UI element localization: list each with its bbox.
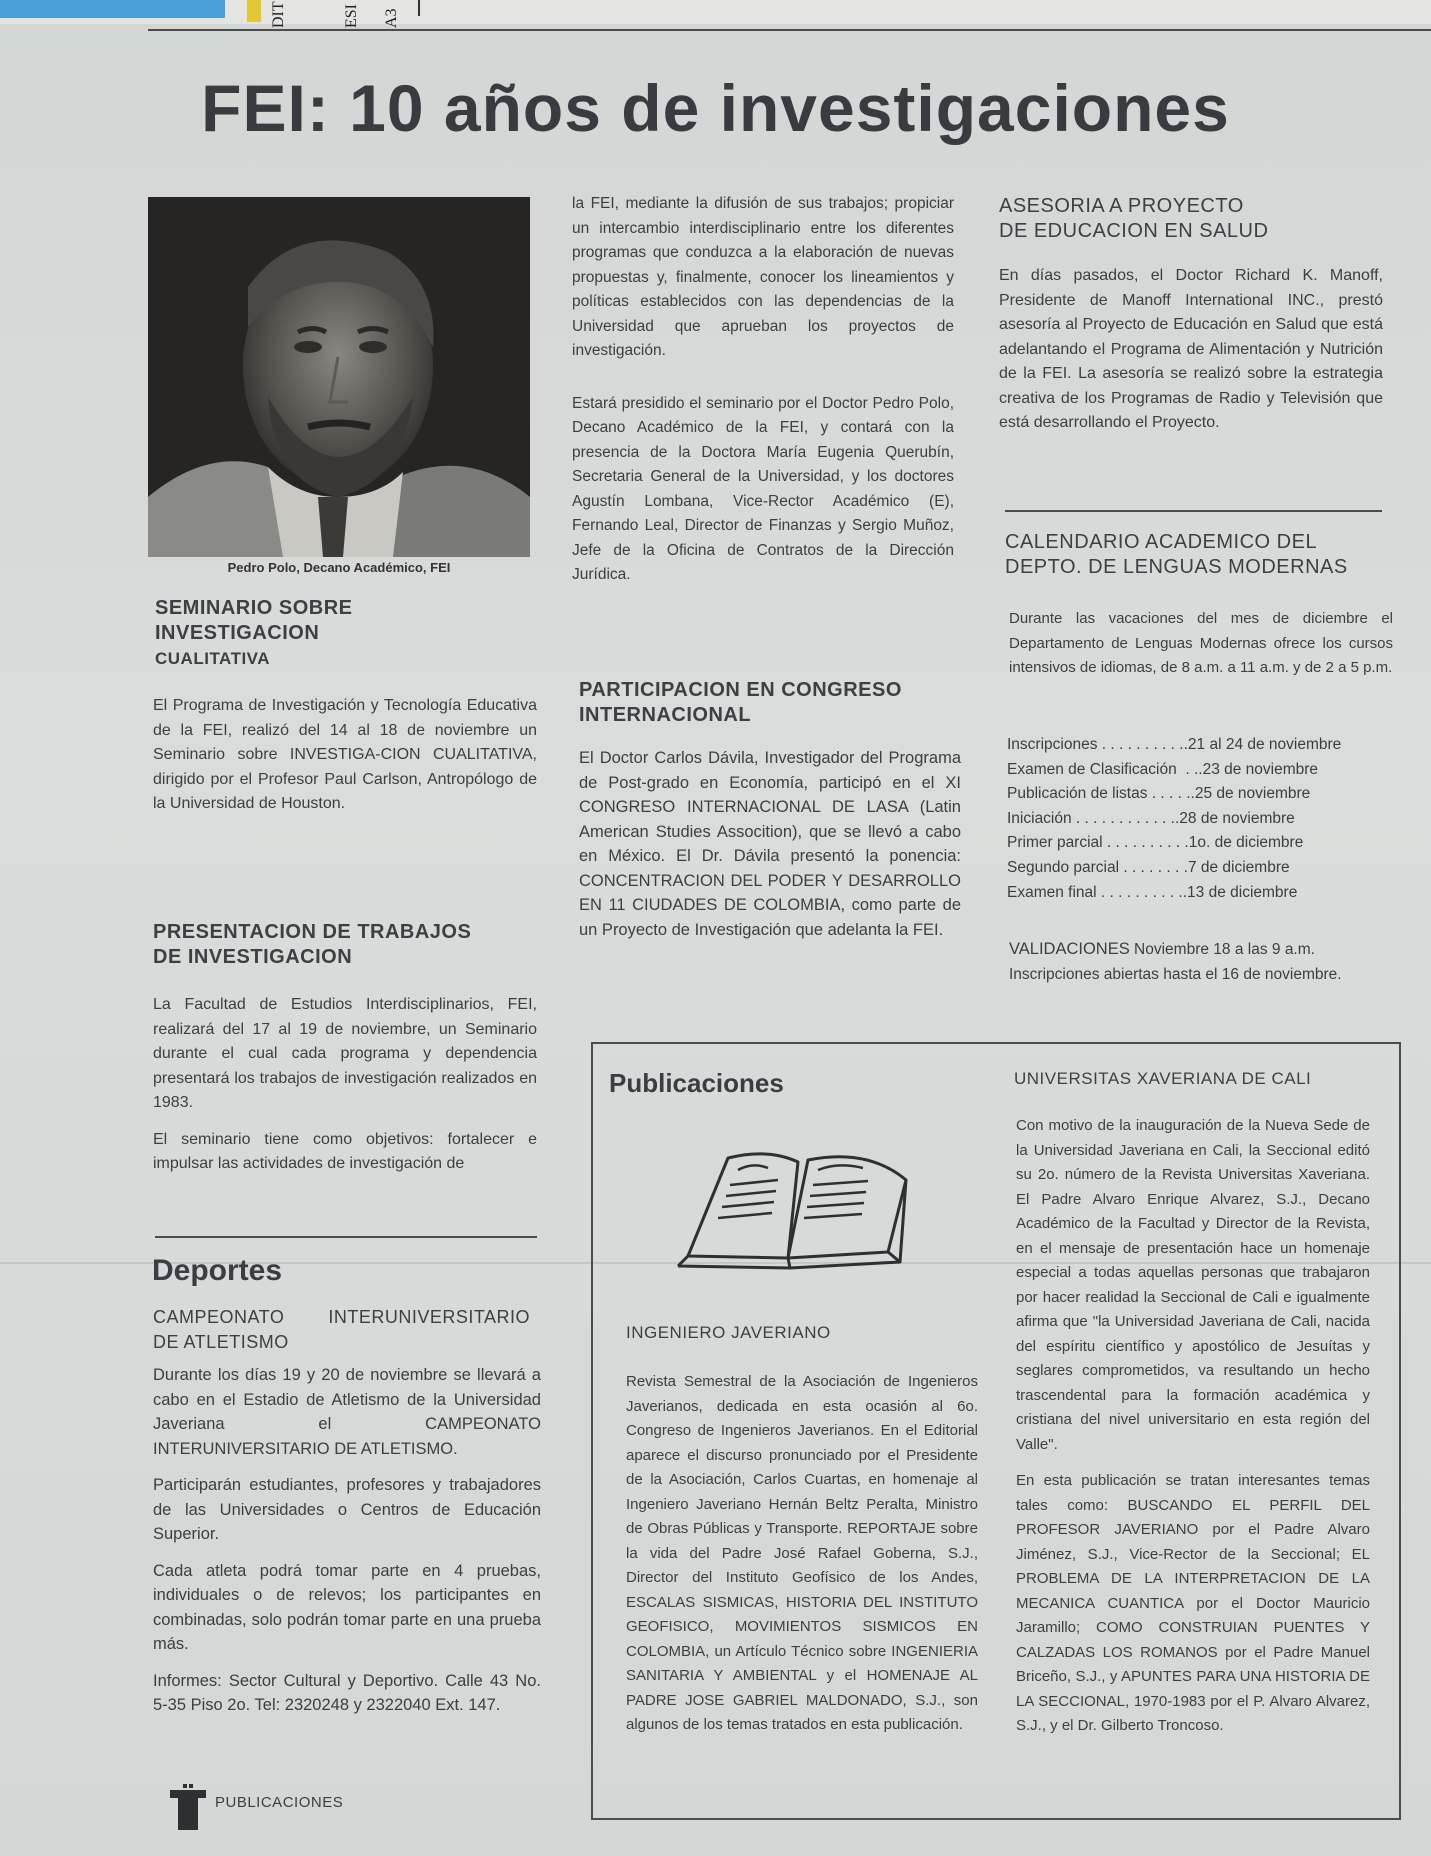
atletismo-heading-line1: CAMPEONATO INTERUNIVERSITARIO — [153, 1307, 531, 1327]
deportes-p2: Participarán estudiantes, profesores y trabajadores de las Universidades o Centros de Educación Superior. — [153, 1476, 541, 1543]
seminario-heading-line3: CUALITATIVA — [155, 649, 271, 668]
calendario-intro: Durante las vacaciones del mes de diciembre el Departamento de Lenguas Modernas ofrece los cursos intensivos de idiomas, de 8 a.m. a 11 a.m. y de 2 a 5 p.m. — [1009, 610, 1393, 676]
calendario-heading — [1005, 530, 1395, 580]
asesoria-body: En días pasados, el Doctor Richard K. Manoff, Presidente de Manoff International INC., prestó asesoría al Proyecto de Educación en Salud que está adelantando el Programa de Alimentación y Nutrición de la FEI. La asesoría se realizó sobre la estrategia creativa de los Programas de Radio y Televisión que está desarrollando el Proyecto. — [999, 267, 1383, 431]
calendario-row-label: Examen final . . . . . . . . . . — [1007, 883, 1183, 901]
calendario-heading-line1: CALENDARIO ACADEMICO DEL — [1005, 531, 1318, 553]
photo-caption: Pedro Polo, Decano Académico, FEI — [227, 560, 451, 575]
universitas-p1: Con motivo de la inauguración de la Nueva Sede de la Universidad Javeriana en Cali, la Seccional editó su 2o. número de la Revista Universitas Xaveriana. El Padre Alvaro Enrique Alvarez, S.J., Decano Académico de la Facultad y Director de la Revista, en el mensaje de presentación hace un homenaje especial a todas aquellas personas que trabajaron por hacer realidad la Seccional de Cali e igualmente afirma que "la Universidad Javeriana de Cali, nacida del espíritu científico y apostólico de Jesuítas y seglares comprometidos, va resultando un hecho trascendental para la formación académica y cristiana del nivel universitario en esta región del Valle". — [1016, 1117, 1370, 1453]
congreso-heading-line1 — [579, 678, 961, 703]
publicaciones-logo-icon — [170, 1784, 206, 1830]
calendario-row-label: Examen de Clasificación . . — [1007, 760, 1199, 778]
middle-p1: la FEI, mediante la difusión de sus trabajos; propiciar un intercambio interdisciplinario entre los diferentes programas que conduzca a la elaboración de nuevas propuestas y, finalmente, conocer los lineamientos y políticas establecidos con las dependencias de la Universidad que aprueban los proyectos de investigación. — [572, 195, 954, 359]
seminario-heading-line1: SEMINARIO SOBRE — [155, 597, 353, 619]
ingeniero-heading: INGENIERO JAVERIANO — [626, 1323, 831, 1342]
edge-fragment-3: A3 — [383, 8, 400, 28]
presentacion-heading-line2: DE INVESTIGACION — [153, 946, 353, 968]
universitas-heading: UNIVERSITAS XAVERIANA DE CALI — [1014, 1069, 1312, 1088]
calendario-row-value: 1o. de diciembre — [1188, 834, 1304, 852]
deportes-p1: Durante los días 19 y 20 de noviembre se llevará a cabo en el Estadio de Atletismo de la Universidad Javeriana el CAMPEONATO INTERUNIVERSITARIO DE ATLETISMO. — [153, 1366, 541, 1458]
universitas-article — [1016, 1114, 1370, 1751]
seminario-heading — [155, 596, 515, 671]
calendario-row — [1007, 881, 1397, 906]
calendario-heading-line2: DEPTO. DE LENGUAS MODERNAS — [1005, 556, 1348, 578]
congreso-heading-line2: INTERNACIONAL — [579, 704, 752, 726]
top-rule — [148, 29, 1431, 31]
asesoria-heading-line1: ASESORIA A PROYECTO — [999, 195, 1244, 217]
calendario-row-value: .23 de noviembre — [1198, 760, 1319, 778]
calendario-row-label: Primer parcial . . . . . . . . . . — [1007, 834, 1189, 852]
calendario-row — [1007, 733, 1397, 758]
yellow-edge-band — [247, 0, 261, 22]
seminario-heading-line2: INVESTIGACION — [155, 622, 320, 644]
validaciones-block — [1009, 937, 1393, 987]
congreso-article — [579, 746, 961, 954]
footer-label: PUBLICACIONES — [215, 1794, 344, 1811]
calendario-row-value: .21 al 24 de noviembre — [1183, 736, 1342, 753]
calendario-row — [1007, 831, 1397, 856]
congreso-heading — [579, 678, 961, 728]
congreso-body: El Doctor Carlos Dávila, Investigador del Programa de Post-grado en Economía, participó en el XI CONGRESO INTERNACIONAL DE LASA (Latin American Studies Assocition), que se llevó a cabo en México. El Dr. Dávila presentó la ponencia: CONCENTRACION DEL PODER Y DESARROLLO EN 11 CIUDADES DE COLOMBIA, como parte de un Proyecto de Investigación que adelanta la FEI. — [579, 749, 961, 939]
calendario-row-label: Publicación de listas . . . . . — [1007, 785, 1191, 803]
calendario-row-label: Iniciación . . . . . . . . . . . . — [1007, 809, 1175, 827]
edge-fragment-1: DIT — [270, 1, 287, 28]
portrait-photo — [148, 197, 530, 557]
middle-p2: Estará presidido el seminario por el Doctor Pedro Polo, Decano Académico de la FEI, y contará con la presencia de la Doctora María Eugenia Querubín, Secretaria General de la Universidad, y los doctores Agustín Lombana, Vice-Rector Académico (E), Fernando Leal, Director de Finanzas y Sergio Muñoz, Jefe de la Oficina de Contratos de la Dirección Jurídica. — [572, 394, 954, 583]
presentacion-article — [153, 993, 537, 1189]
presentacion-p1: La Facultad de Estudios Interdisciplinarios, FEI, realizará del 17 al 19 de noviembre, un Seminario durante el cual cada programa y dependencia presentará los trabajos de investigación realizados en 1983. — [153, 996, 537, 1111]
calendario-row-label: Segundo parcial . . . . . . . . — [1007, 858, 1188, 876]
calendario-row — [1007, 782, 1397, 807]
calendario-row-label: Inscripciones . . . . . . . . . . — [1007, 736, 1184, 753]
validaciones-line — [1009, 937, 1393, 963]
edge-fragment-2: ESI — [343, 4, 360, 28]
presentacion-p2: El seminario tiene como objetivos: fortalecer e impulsar las actividades de investigación de — [153, 1130, 537, 1172]
congreso-heading-text: PARTICIPACION EN CONGRESO — [579, 679, 902, 701]
presentacion-heading-line1: PRESENTACION DE TRABAJOS — [153, 921, 472, 943]
deportes-article — [153, 1363, 541, 1730]
publicaciones-section-title: Publicaciones — [609, 1068, 784, 1098]
deportes-p3: Cada atleta podrá tomar parte en 4 pruebas, individuales o de relevos; los participantes en combinadas, solo podrán tomar parte en una prueba más. — [153, 1561, 541, 1653]
calendario-row — [1007, 807, 1397, 832]
headline: FEI: 10 años de investigaciones — [201, 71, 1230, 145]
calendario-row-value: 7 de diciembre — [1187, 858, 1290, 876]
calendario-table — [1007, 733, 1397, 905]
asesoria-heading — [999, 194, 1389, 244]
ingeniero-article: Revista Semestral de la Asociación de Ingenieros Javerianos, dedicada en esta ocasión al 6o. Congreso de Ingenieros Javerianos. En el Editorial aparece el discurso pronunciado por el Presidente de la Asociación, Carlos Cuartas, en homenaje al Ingeniero Javeriano Hernán Beltz Peralta, Ministro de Obras Públicas y Transporte. REPORTAJE sobre la vida del Padre José Rafael Goberna, S.J., Director del Instituto Geofísico de los Andes, ESCALAS SISMICAS, HISTORIA DEL INSTITUTO GEOFISICO, MOVIMIENTOS SISMICOS EN COLOMBIA, un Artículo Técnico sobre INGENIERIA SANITARIA Y AMBIENTAL y el HOMENAJE AL PADRE JOSE GABRIEL MALDONADO, S.J., son algunos de los temas tratados en esta publicación. — [626, 1373, 978, 1733]
blue-edge-band — [0, 0, 225, 18]
inscripciones-line: Inscripciones abiertas hasta el 16 de noviembre. — [1009, 965, 1342, 983]
middle-article — [572, 192, 954, 600]
calendario-row-value: .13 de diciembre — [1182, 883, 1298, 901]
calendario-rule — [1005, 510, 1382, 512]
atletismo-heading — [153, 1305, 537, 1355]
calendario-row — [1007, 856, 1397, 881]
deportes-rule — [155, 1236, 537, 1238]
atletismo-heading-line2: DE ATLETISMO — [153, 1332, 289, 1352]
calendario-row-value: .25 de noviembre — [1190, 785, 1311, 803]
edge-rule — [418, 0, 420, 16]
asesoria-heading-line2: DE EDUCACION EN SALUD — [999, 220, 1269, 242]
open-book-icon — [668, 1140, 908, 1270]
validaciones-label: VALIDACIONES — [1009, 940, 1130, 958]
calendario-row-value: .28 de noviembre — [1174, 809, 1295, 827]
seminario-body: El Programa de Investigación y Tecnología Educativa de la FEI, realizó del 14 al 18 de noviembre un Seminario sobre INVESTIGA-CION CUALITATIVA, dirigido por el Profesor Paul Carlson, Antropólogo de la Universidad de Houston. — [153, 697, 537, 812]
validaciones-text: Noviembre 18 a las 9 a.m. — [1134, 941, 1315, 958]
presentacion-heading — [153, 920, 537, 970]
universitas-p2: En esta publicación se tratan interesantes temas tales como: BUSCANDO EL PERFIL DEL PROFESOR JAVERIANO por el Padre Alvaro Jiménez, S.J., Vice-Rector de la Seccional; EL PROBLEMA DE LA INTERPRETACION DE LA MECANICA CUANTICA por el Doctor Mauricio Jaramillo; COMO CONSTRUIAN PUENTES Y CALZADAS LOS ROMANOS por el Padre Manuel Briceño, S.J., y APUNTES PARA UNA HISTORIA DE LA SECCIONAL, 1970-1983 por el P. Alvaro Alvarez, S.J., y el Dr. Gilberto Troncoso. — [1016, 1472, 1370, 1734]
calendario-row — [1007, 758, 1397, 783]
seminario-article — [153, 694, 537, 829]
deportes-p4: Informes: Sector Cultural y Deportivo. Calle 43 No. 5-35 Piso 2o. Tel: 2320248 y 2322040 Ext. 147. — [153, 1671, 541, 1714]
deportes-section-title: Deportes — [152, 1254, 283, 1287]
asesoria-article — [999, 264, 1383, 448]
